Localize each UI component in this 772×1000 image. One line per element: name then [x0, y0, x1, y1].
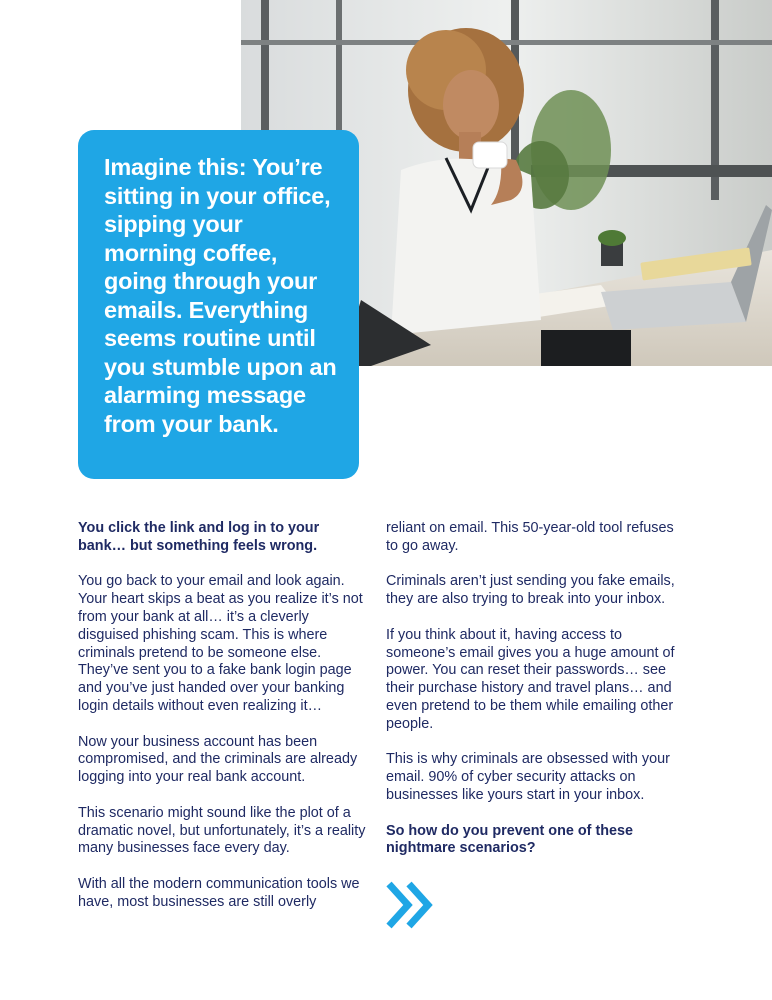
left-paragraph-1: You click the link and log in to your bank… but something feels wrong.: [78, 520, 320, 554]
left-paragraph-4: This scenario might sound like the plot of a dramatic novel, but unfortunately, it’s a reality many businesses face every day.: [78, 804, 366, 857]
right-paragraph-2: Criminals aren’t just sending you fake emails, they are also trying to break into your inbox.: [386, 573, 675, 608]
right-column: [386, 520, 686, 876]
left-paragraph-2: You go back to your email and look again. Your heart skips a beat as you realize it’s not from your bank at all… it’s a cleverly disguised phishing scam. This is where criminals pretend to be someone else. They’ve sent you to a fake bank login page and you’ve just handed over your banking login details without even realizing it…: [78, 573, 363, 714]
right-paragraph-1: reliant on email. This 50-year-old tool refuses to go away.: [386, 520, 674, 554]
left-paragraph-5: With all the modern communication tools we have, most businesses are still overly: [78, 875, 360, 910]
left-paragraph-3: Now your business account has been compromised, and the criminals are already logging into your real bank account.: [78, 733, 358, 786]
left-column: [78, 520, 366, 929]
right-paragraph-4: This is why criminals are obsessed with your email. 90% of cyber security attacks on businesses like yours start in your inbox.: [386, 751, 670, 803]
callout-text: Imagine this: You’re sitting in your office, sipping your morning coffee, going through your emails. Everything seems routine until you stumble upon an alarming message from your bank.: [104, 154, 337, 437]
right-paragraph-5: So how do you prevent one of these nightmare scenarios?: [386, 822, 634, 857]
intro-callout-card: [78, 130, 359, 479]
double-chevron-right-icon: [386, 880, 438, 930]
right-paragraph-3: If you think about it, having access to someone’s email gives you a huge amount of power. You can reset their passwords… see their purchase history and travel plans… and even pretend to be them while emailing other people.: [386, 626, 675, 732]
